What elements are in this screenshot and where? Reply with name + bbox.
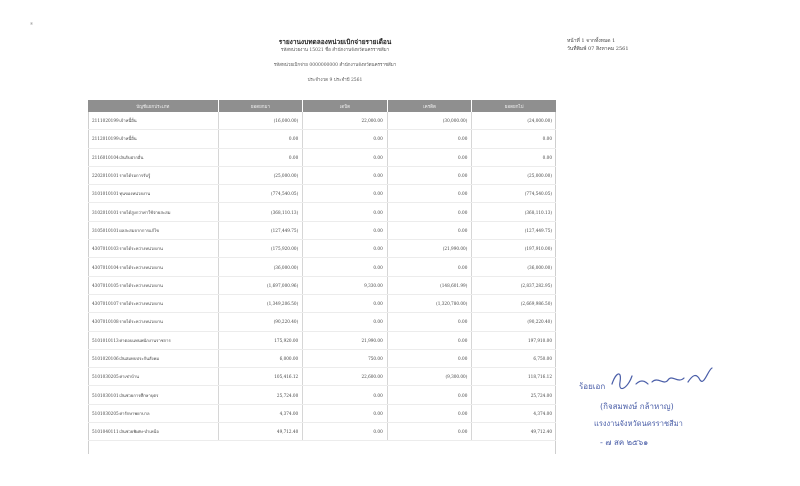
brought-forward-cell: 105,416.12	[218, 368, 303, 386]
account-cell	[88, 276, 218, 294]
debit-cell: 22,600.00	[303, 368, 388, 386]
signature-date: - ๗ สค ๒๕๖๑	[600, 438, 649, 447]
account-name: รายได้ระหว่างหน่วยงาน	[119, 264, 163, 270]
account-name: รายได้รอการรับรู้	[119, 173, 151, 179]
brought-forward-cell: 4,374.00	[218, 404, 303, 422]
table-row	[88, 112, 556, 130]
account-code: 3102010101	[92, 209, 119, 215]
account-name: ค่าตอบแทนพนักงานราชการ	[119, 337, 171, 343]
brought-forward-cell: 25,724.00	[218, 386, 303, 404]
account-name: เงินช่วยพิเศษ-บำเหน็จ	[119, 429, 159, 435]
account-cell	[88, 203, 218, 221]
credit-cell: 0.00	[387, 185, 472, 203]
account-cell	[88, 349, 218, 367]
account-code: 4307010107	[92, 301, 119, 307]
table-row	[88, 404, 556, 422]
account-cell	[88, 112, 218, 130]
account-code: 3105010101	[92, 227, 119, 233]
table-header-row	[88, 100, 556, 112]
brought-forward-cell: 175,920.00	[218, 331, 303, 349]
credit-cell: 0.00	[387, 221, 472, 239]
credit-cell: (30,000.00)	[387, 112, 472, 130]
account-code: 5101030101	[92, 392, 119, 398]
carried-forward-cell: (368,110.13)	[472, 203, 556, 221]
brought-forward-cell: 0.00	[218, 130, 303, 148]
column-header-credit: เครดิต	[387, 100, 472, 112]
brought-forward-cell: (127,449.75)	[218, 221, 303, 239]
carried-forward-cell: (2,837,282.95)	[472, 276, 556, 294]
carried-forward-cell: (774,540.05)	[472, 185, 556, 203]
brought-forward-cell: (16,000.00)	[218, 112, 303, 130]
brought-forward-cell: (90,220.40)	[218, 313, 303, 331]
table-row	[88, 240, 556, 258]
table-row	[88, 386, 556, 404]
credit-cell: (1,320,780.00)	[387, 294, 472, 312]
account-cell	[88, 386, 218, 404]
table-row	[88, 423, 556, 441]
brought-forward-cell: (25,000.00)	[218, 166, 303, 184]
debit-cell: 0.00	[303, 386, 388, 404]
table-row	[88, 294, 556, 312]
carried-forward-cell: 118,716.12	[472, 368, 556, 386]
account-cell	[88, 221, 218, 239]
account-code: 5101010113	[92, 337, 119, 343]
debit-cell: 0.00	[303, 313, 388, 331]
carried-forward-cell: (24,000.00)	[472, 112, 556, 130]
account-name: ผลสะสมจากการแก้ไข	[119, 227, 160, 233]
signatory-organization: แรงงานจังหวัดนครราชสีมา	[594, 419, 683, 428]
account-code: 4307010105	[92, 282, 119, 288]
debit-cell: 0.00	[303, 185, 388, 203]
debit-cell: 0.00	[303, 221, 388, 239]
brought-forward-cell: 6,000.00	[218, 349, 303, 367]
brought-forward-cell: 49,712.40	[218, 423, 303, 441]
account-name: ค่ารักษาพยาบาล	[119, 410, 150, 416]
carried-forward-cell: (197,910.00)	[472, 240, 556, 258]
debit-cell: 0.00	[303, 294, 388, 312]
table-row	[88, 130, 556, 148]
column-header-account: บัญชีแยกประเภท	[88, 100, 218, 112]
debit-cell: 0.00	[303, 423, 388, 441]
credit-cell: 0.00	[387, 166, 472, 184]
brought-forward-cell: (368,110.13)	[218, 203, 303, 221]
account-code: 5101040111	[92, 429, 119, 435]
account-name: เจ้าหนี้อื่น	[119, 118, 137, 124]
account-code: 5101020106	[92, 356, 119, 361]
table-row	[88, 185, 556, 203]
account-cell	[88, 313, 218, 331]
disbursement-unit-line: รหัสหน่วยเบิกจ่าย 0000000000 สำนักงานจังหวัดนครราชสีมา	[273, 63, 397, 68]
account-code: 2116010104	[92, 154, 119, 160]
table-row	[88, 276, 556, 294]
carried-forward-cell: 0.00	[472, 130, 556, 148]
account-name: รายได้สูงกว่าค่าใช้จ่ายสะสม	[119, 209, 171, 215]
credit-cell: 0.00	[387, 313, 472, 331]
signatory-rank: ร้อยเอก	[579, 382, 606, 391]
account-name: รายได้ระหว่างหน่วยงาน	[119, 282, 163, 288]
debit-cell: 0.00	[303, 258, 388, 276]
period-line: ประจำงวด 9 ประจำปี 2561	[307, 78, 363, 83]
carried-forward-cell: 197,910.00	[472, 331, 556, 349]
signatory-name: (กิจสมพงษ์ กล้าหาญ)	[600, 402, 674, 411]
account-name: รายได้ระหว่างหน่วยงาน	[119, 246, 163, 252]
trial-balance-table	[88, 100, 556, 441]
account-cell	[88, 331, 218, 349]
account-cell	[88, 423, 218, 441]
brought-forward-cell: (1,697,000.96)	[218, 276, 303, 294]
credit-cell: 0.00	[387, 203, 472, 221]
column-header-brought-forward: ยอดยกมา	[218, 100, 303, 112]
print-date: วันที่พิมพ์ 07 สิงหาคม 2561	[567, 46, 629, 52]
account-cell	[88, 148, 218, 166]
table-row	[88, 221, 556, 239]
account-code: 5101030205	[92, 410, 119, 416]
corner-mark: *	[30, 22, 33, 29]
table-row	[88, 331, 556, 349]
credit-cell: 0.00	[387, 349, 472, 367]
column-header-carried-forward: ยอดยกไป	[472, 100, 556, 112]
account-code: 4307010103	[92, 246, 119, 252]
account-code: 2202010101	[92, 173, 119, 179]
carried-forward-cell: 0.00	[472, 148, 556, 166]
credit-cell: 0.00	[387, 404, 472, 422]
debit-cell: 9,330.00	[303, 276, 388, 294]
account-name: เงินรับฝากอื่น	[119, 154, 144, 160]
table-row	[88, 349, 556, 367]
account-name: เงินช่วยการศึกษาบุตร	[119, 392, 159, 398]
credit-cell: 0.00	[387, 258, 472, 276]
credit-cell: 0.00	[387, 148, 472, 166]
account-code: 3101010101	[92, 191, 119, 197]
debit-cell: 0.00	[303, 240, 388, 258]
signature-scribble	[608, 362, 728, 392]
table-row	[88, 148, 556, 166]
brought-forward-cell: (1,349,206.50)	[218, 294, 303, 312]
page-number: หน้าที่ 1 จากทั้งหมด 1	[567, 38, 616, 44]
account-cell	[88, 258, 218, 276]
account-name: รายได้ระหว่างหน่วยงาน	[119, 301, 163, 307]
credit-cell: (148,601.99)	[387, 276, 472, 294]
carried-forward-cell: (127,449.75)	[472, 221, 556, 239]
debit-cell: 0.00	[303, 166, 388, 184]
account-code: 4307010108	[92, 319, 119, 325]
credit-cell: 0.00	[387, 386, 472, 404]
table-row	[88, 313, 556, 331]
carried-forward-cell: 49,712.40	[472, 423, 556, 441]
debit-cell: 750.00	[303, 349, 388, 367]
table-row	[88, 368, 556, 386]
agency-line: รหัสหน่วยงาน 15021 ชื่อ สำนักงานจังหวัดนครราชสีมา	[280, 48, 390, 53]
debit-cell: 0.00	[303, 148, 388, 166]
table-row	[88, 166, 556, 184]
report-header	[230, 37, 440, 85]
debit-cell: 0.00	[303, 404, 388, 422]
account-cell	[88, 240, 218, 258]
carried-forward-cell: (25,000.00)	[472, 166, 556, 184]
brought-forward-cell: (36,000.00)	[218, 258, 303, 276]
carried-forward-cell: 4,374.00	[472, 404, 556, 422]
carried-forward-cell: 25,724.00	[472, 386, 556, 404]
account-cell	[88, 404, 218, 422]
account-code: 4307010104	[92, 264, 119, 270]
debit-cell: 0.00	[303, 130, 388, 148]
account-cell	[88, 185, 218, 203]
account-code: 2111020199	[92, 118, 119, 124]
table-row	[88, 258, 556, 276]
credit-cell: 0.00	[387, 423, 472, 441]
table-row	[88, 203, 556, 221]
brought-forward-cell: (175,920.00)	[218, 240, 303, 258]
account-code: 2112010199	[92, 136, 119, 142]
carried-forward-cell: (90,220.40)	[472, 313, 556, 331]
column-header-debit: เดบิต	[303, 100, 388, 112]
account-cell	[88, 166, 218, 184]
carried-forward-cell: (2,669,986.50)	[472, 294, 556, 312]
page-info	[567, 37, 629, 53]
account-name: ค่าเช่าบ้าน	[119, 374, 139, 380]
account-name: เงินสมทบประกันสังคม	[119, 356, 160, 361]
brought-forward-cell: 0.00	[218, 148, 303, 166]
debit-cell: 21,990.00	[303, 331, 388, 349]
account-name: รายได้ระหว่างหน่วยงาน	[119, 319, 163, 325]
credit-cell: (21,990.00)	[387, 240, 472, 258]
debit-cell: 0.00	[303, 203, 388, 221]
credit-cell: 0.00	[387, 130, 472, 148]
account-cell	[88, 368, 218, 386]
account-name: เจ้าหนี้อื่น	[119, 136, 137, 142]
carried-forward-cell: (36,000.00)	[472, 258, 556, 276]
account-cell	[88, 130, 218, 148]
carried-forward-cell: 6,750.00	[472, 349, 556, 367]
debit-cell: 22,000.00	[303, 112, 388, 130]
account-name: ทุนของหน่วยงาน	[119, 191, 151, 197]
account-cell	[88, 294, 218, 312]
account-code: 5101030205	[92, 374, 119, 380]
credit-cell: (9,300.00)	[387, 368, 472, 386]
brought-forward-cell: (774,540.05)	[218, 185, 303, 203]
credit-cell: 0.00	[387, 331, 472, 349]
report-title: รายงานงบทดลองหน่วยเบิกจ่ายรายเดือน	[278, 38, 392, 46]
